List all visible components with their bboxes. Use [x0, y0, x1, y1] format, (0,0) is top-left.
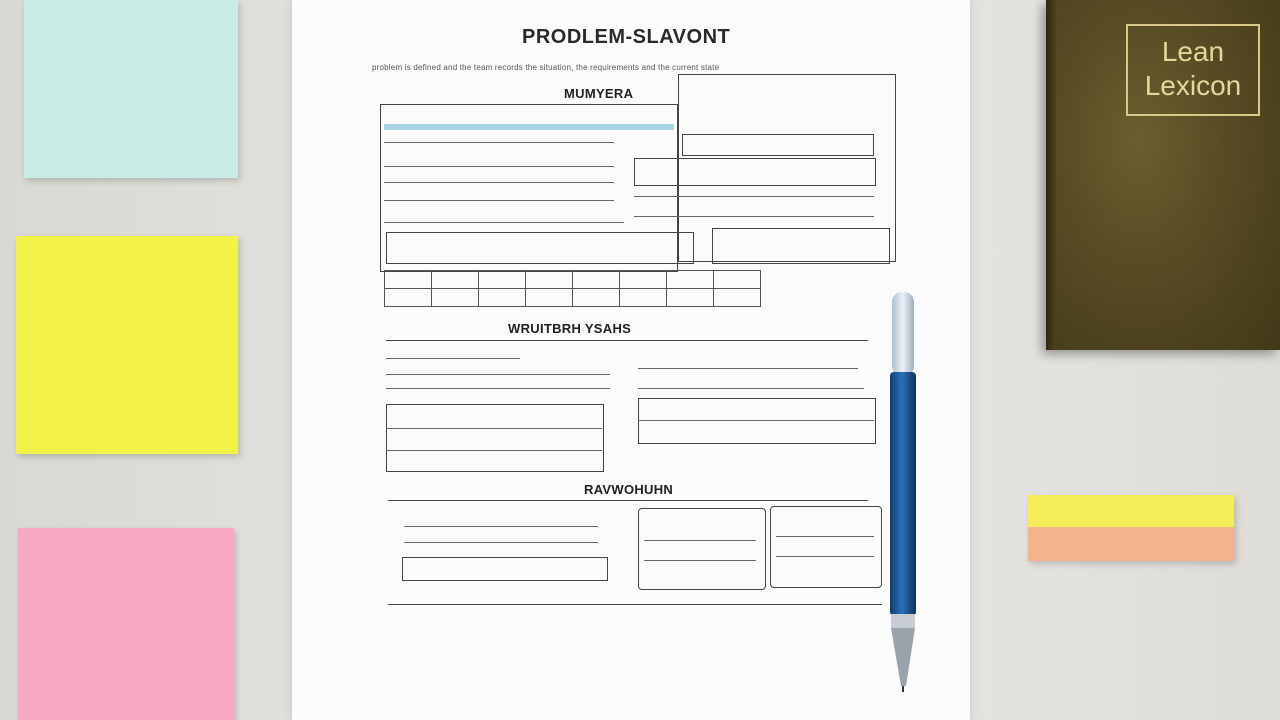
form-line — [404, 542, 598, 543]
section-3-heading: RAVWOHUHN — [584, 482, 674, 497]
form-grid-table — [384, 270, 761, 307]
section-2-heading: WRUITBRH YSAHS — [508, 321, 632, 336]
lean-lexicon-book — [1046, 0, 1280, 350]
form-line — [384, 182, 614, 183]
pink-sticky-note — [18, 528, 234, 720]
yellow-sticky-note — [16, 236, 238, 454]
form-line — [384, 222, 624, 223]
form-line — [776, 536, 874, 537]
form-line — [776, 556, 874, 557]
form-line — [404, 526, 598, 527]
form-inner-box — [634, 158, 876, 186]
form-line — [386, 358, 520, 359]
form-line — [386, 450, 602, 451]
mint-sticky-note — [24, 0, 238, 178]
form-inner-box — [638, 398, 876, 444]
form-line — [384, 166, 614, 167]
section-3-rule — [388, 500, 868, 501]
form-inner-box — [712, 228, 890, 264]
form-line — [634, 216, 874, 217]
document-subtitle: problem is defined and the team records the situation, the requirements and the current state — [372, 63, 720, 72]
form-line — [634, 196, 874, 197]
form-line — [638, 388, 864, 389]
form-line — [384, 142, 614, 143]
form-line — [386, 374, 610, 375]
form-line — [638, 420, 874, 421]
form-inner-box — [386, 404, 604, 472]
form-line — [384, 124, 674, 130]
yellow-sticky-tab — [1028, 495, 1234, 527]
form-line — [386, 388, 610, 389]
book-logo — [1126, 24, 1260, 116]
form-line — [638, 368, 858, 369]
logo-line-1: Lean — [1161, 36, 1225, 67]
form-inner-box — [402, 557, 608, 581]
book-spine — [1046, 0, 1056, 350]
form-inner-box — [386, 232, 694, 264]
form-line — [384, 200, 614, 201]
form-inner-box — [770, 506, 882, 588]
document-title: PRODLEM-SLAVONT — [522, 26, 731, 48]
form-line — [644, 540, 756, 541]
form-inner-box — [682, 134, 874, 156]
peach-sticky-tab — [1028, 527, 1234, 561]
section-1-heading: MUMYERA — [564, 86, 634, 101]
section-2-rule — [386, 340, 868, 341]
logo-line-2: Lexicon — [1144, 70, 1242, 101]
form-inner-box — [638, 508, 766, 590]
form-line — [644, 560, 756, 561]
problem-statement-sheet — [292, 0, 970, 720]
bottom-rule — [388, 604, 882, 605]
blue-pen — [884, 288, 924, 693]
form-line — [386, 428, 602, 429]
